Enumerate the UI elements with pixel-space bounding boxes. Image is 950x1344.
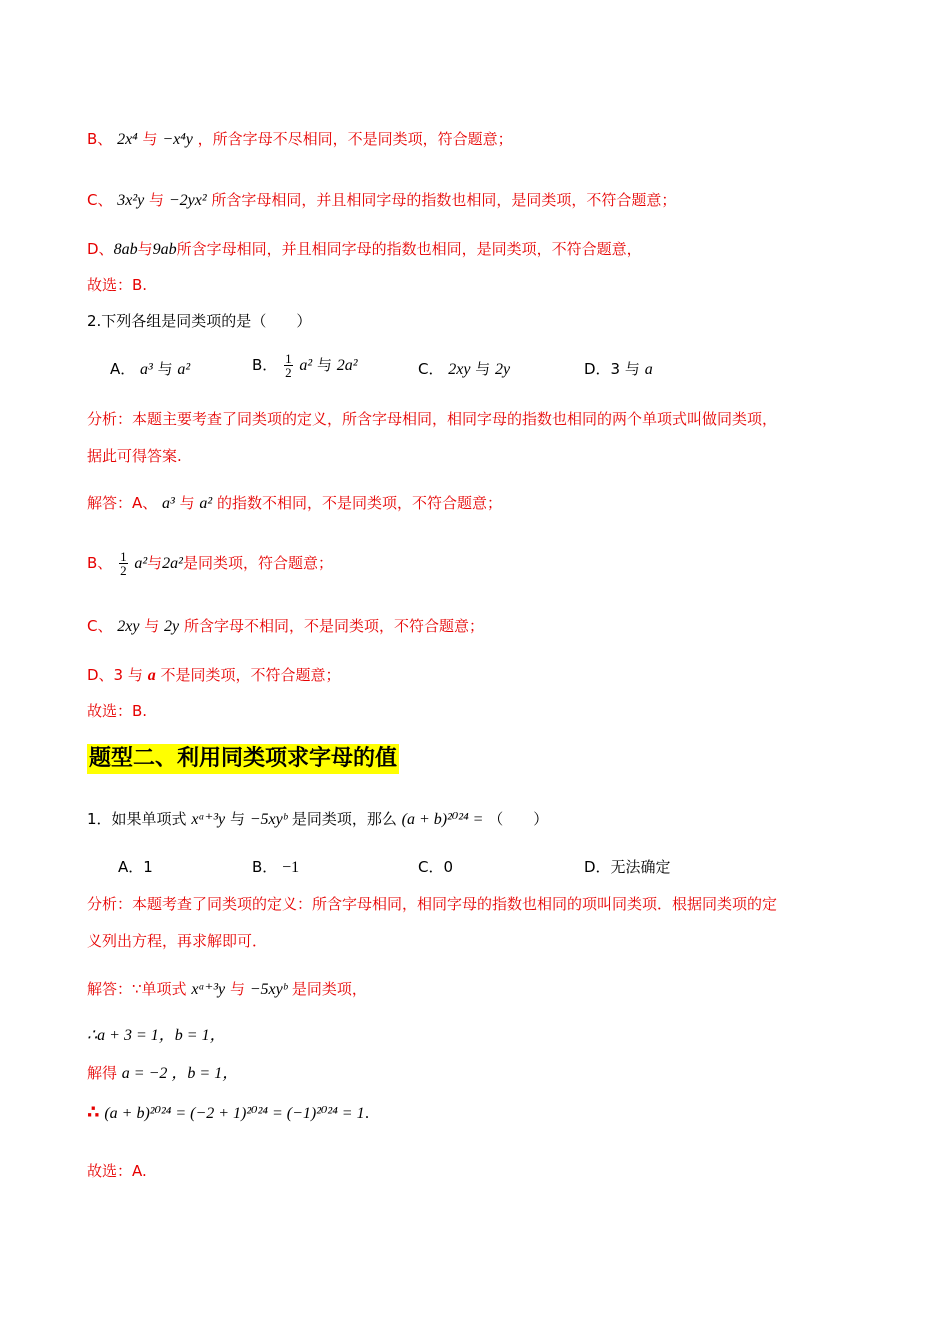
text: 的指数不相同，不是同类项，不符合题意； [217,494,503,512]
math-expr: 8ab [113,241,138,258]
q2-solution-c [87,615,484,638]
conjunction: 与 [624,360,640,378]
q3-answer: 故选：A. [87,1162,147,1180]
q2-option-a [110,358,190,381]
q3-solution-line2: ∴a + 3 = 1，b = 1， [87,1027,226,1044]
label: 解答：A、 [87,494,158,512]
q2-solution-d [87,664,340,687]
math-expr: 2xy [117,618,140,635]
fraction [284,352,293,379]
math-expr: 2xy [448,361,471,378]
conjunction: 与 [149,191,165,209]
option-label: A． [110,360,136,378]
math-expr: xᵃ⁺³y [191,981,226,998]
text: 是同类项， [291,980,367,998]
fraction [119,550,128,577]
option-label: C． [418,360,444,378]
label: 解得 [87,1064,118,1082]
q2-option-d [584,358,653,381]
prev-answer: 故选：B. [87,276,148,294]
q3-stem [87,808,548,831]
math-expr: a [147,667,156,684]
option-label: D．3 [584,360,621,378]
math-expr: (a + b)²⁰²⁴ = (−2 + 1)²⁰²⁴ = (−1)²⁰²⁴ = 1 [104,1105,365,1122]
q2-stem: 2.下列各组是同类项的是（ ） [87,312,312,330]
math-expr: −5xyᵇ [249,811,288,828]
conjunction: 与 [142,130,158,148]
q3-solution-line3 [87,1062,238,1085]
math-expr: (a + b)²⁰²⁴ = [401,811,484,828]
math-expr: 2y [164,618,180,635]
q2-option-c [418,358,510,381]
math-expr: a³ [140,361,153,378]
numerator: 1 [285,351,292,366]
math-expr: xᵃ⁺³y [191,811,226,828]
conjunction: 与 [147,554,163,572]
math-expr: a² [299,357,313,374]
label: B、 [87,554,113,572]
math-expr: 2x⁴ [117,131,138,148]
math-expr: −2yx² [168,192,207,209]
math-expr: 9ab [152,241,177,258]
q2-answer: 故选：B. [87,702,148,720]
label: B、 [87,130,113,148]
section-heading: 题型二、利用同类项求字母的值 [87,744,399,774]
math-expr: a³ [162,495,175,512]
conjunction: 与 [137,240,153,258]
label: D、3 [87,666,124,684]
prev-solution-d [87,238,642,261]
math-expr: 2y [495,361,511,378]
q3-analysis-line2: 义列出方程，再求解即可． [87,932,268,950]
math-expr: a² [177,361,191,378]
q3-option-b [252,856,299,879]
math-expr: 2a² [162,555,183,572]
math-expr: 2a² [336,357,358,374]
q2-solution-b [87,550,333,577]
text: ，所含字母不尽相同，不是同类项，符合题意； [197,130,513,148]
stem-text: 是同类项，那么 [291,810,397,828]
math-expr: a² [199,495,213,512]
text: 是同类项，符合题意； [182,554,333,572]
conjunction: 与 [157,360,173,378]
math-expr: a² [134,555,148,572]
text: 所含字母相同，并且相同字母的指数也相同，是同类项，不符合题意； [211,191,677,209]
math-expr: −5xyᵇ [249,981,288,998]
denominator: 2 [120,563,127,578]
prev-solution-b [87,128,513,151]
conjunction: 与 [144,617,160,635]
conjunction: 与 [229,810,245,828]
q2-analysis-line1: 分析：本题主要考查了同类项的定义，所含字母相同，相同字母的指数也相同的两个单项式叫做同类项， [87,410,778,428]
stem-text: （ ） [488,810,549,828]
option-label: B． [252,356,278,374]
label: D、 [87,240,114,258]
label: 解答：∵单项式 [87,980,187,998]
prev-solution-c [87,189,676,212]
q2-option-b [252,352,358,379]
text: 所含字母不相同，不是同类项，不符合题意； [183,617,484,635]
conjunction: 与 [127,666,143,684]
q3-option-c: C．0 [418,858,454,876]
option-label: B． [252,858,278,876]
therefore-symbol: ∴ [87,1102,100,1123]
label: C、 [87,617,113,635]
math-expr: a [644,361,653,378]
conjunction: 与 [475,360,491,378]
conjunction: 与 [179,494,195,512]
math-expr: 3x²y [117,192,145,209]
stem-text: 1．如果单项式 [87,810,187,828]
conjunction: 与 [229,980,245,998]
period: . [364,1104,370,1122]
text: 不是同类项，不符合题意； [160,666,341,684]
denominator: 2 [285,365,292,380]
q3-analysis-line1: 分析：本题考查了同类项的定义：所含字母相同，相同字母的指数也相同的项叫同类项．根据同类项的定 [87,895,778,913]
label: C、 [87,191,113,209]
q3-solution-line4 [87,1102,369,1125]
q3-option-d: D．无法确定 [584,858,671,876]
q2-analysis-line2: 据此可得答案. [87,447,182,465]
math-expr: a = −2 ，b = 1， [121,1065,239,1082]
conjunction: 与 [316,356,332,374]
q3-solution-line1 [87,978,367,1001]
math-expr: −x⁴y [162,131,193,148]
q3-option-a: A．1 [118,858,153,876]
numerator: 1 [120,549,127,564]
option-value: −1 [282,859,300,876]
text: 所含字母相同，并且相同字母的指数也相同，是同类项，不符合题意， [176,240,642,258]
q2-solution-a [87,492,502,515]
